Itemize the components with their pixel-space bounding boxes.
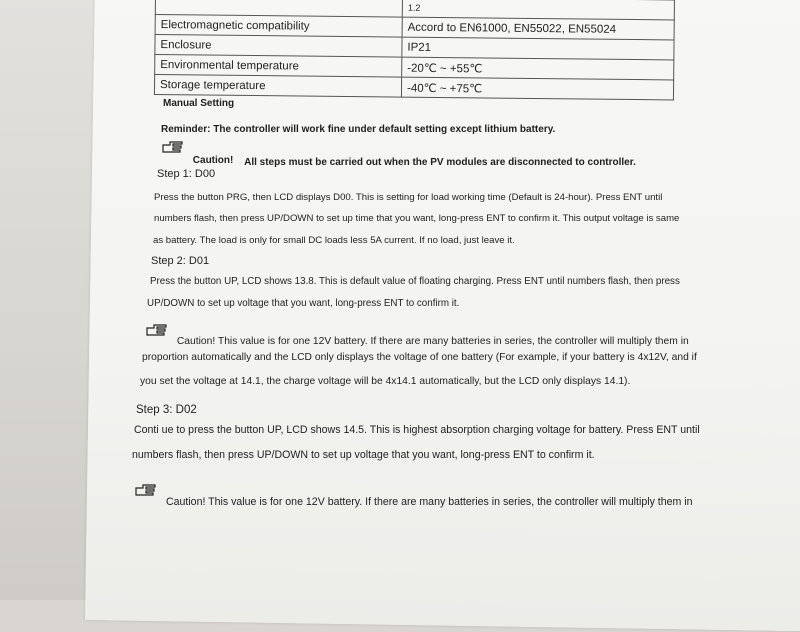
caution-word: Caution! (192, 155, 234, 166)
table-cell: Storage temperature (154, 75, 401, 98)
caution-line-3 (135, 484, 693, 508)
caution-text: All steps must be carried out when the PV modules are disconnected to controller. (244, 157, 636, 168)
pointing-hand-icon (162, 141, 184, 155)
reminder-text: Reminder: The controller will work fine under default setting except lithium battery. (161, 124, 556, 135)
spec-table (154, 0, 675, 100)
caution-line-1 (162, 141, 636, 168)
table-cell: IP21 (402, 37, 674, 60)
paragraph-line: Press the button UP, LCD shows 13.8. This is default value of floating charging. Press ENT until numbers flash, then press (150, 276, 680, 287)
table-cell: Accord to EN61000, EN55022, EN55024 (402, 17, 674, 40)
pointing-hand-icon (146, 324, 168, 338)
table-cell: Electromagnetic compatibility (155, 15, 402, 38)
paragraph-line: proportion automatically and the LCD only displays the voltage of one battery (For example, if your battery is 4x12V, and if (142, 352, 697, 363)
paragraph-line: Press the button PRG, then LCD displays D00. This is setting for load working time (Default is 24-hour). Press ENT until (154, 192, 663, 203)
table-cell: Enclosure (155, 35, 402, 58)
section-heading: Manual Setting (163, 98, 235, 109)
paragraph-line: numbers flash, then press UP/DOWN to set up voltage that you want, long-press ENT to confirm it. (132, 449, 595, 461)
step-title: Step 2: D01 (151, 255, 210, 267)
caution-text: Caution! This value is for one 12V battery. If there are many batteries in series, the controller will multiply them in (165, 496, 693, 508)
paragraph-line: you set the voltage at 14.1, the charge voltage will be 4x14.1 automatically, but the LCD only displays 14.1). (140, 376, 631, 387)
step-title: Step 3: D02 (136, 404, 197, 416)
step-title: Step 1: D00 (157, 168, 216, 180)
paragraph-line: Conti ue to press the button UP, LCD shows 14.5. This is highest absorption charging voltage for battery. Press ENT until (134, 424, 700, 436)
table-cell: Environmental temperature (155, 55, 402, 78)
paragraph-line: UP/DOWN to set up voltage that you want, long-press ENT to confirm it. (147, 298, 460, 309)
caution-text: Caution! This value is for one 12V battery. If there are many batteries in series, the controller will multiply them in (176, 336, 689, 347)
pointing-hand-icon (135, 484, 157, 498)
paragraph-line: as battery. The load is only for small DC loads less 5A current. If no load, just leave it. (153, 235, 515, 246)
caution-line-2 (146, 324, 689, 347)
table-cell: -20℃ ~ +55℃ (402, 57, 674, 80)
table-cell: 1.2 (402, 0, 674, 20)
paragraph-line: numbers flash, then press UP/DOWN to set up time that you want, long-press ENT to confirm it. This output voltage is same (154, 213, 680, 224)
table-cell: -40℃ ~ +75℃ (401, 77, 673, 100)
